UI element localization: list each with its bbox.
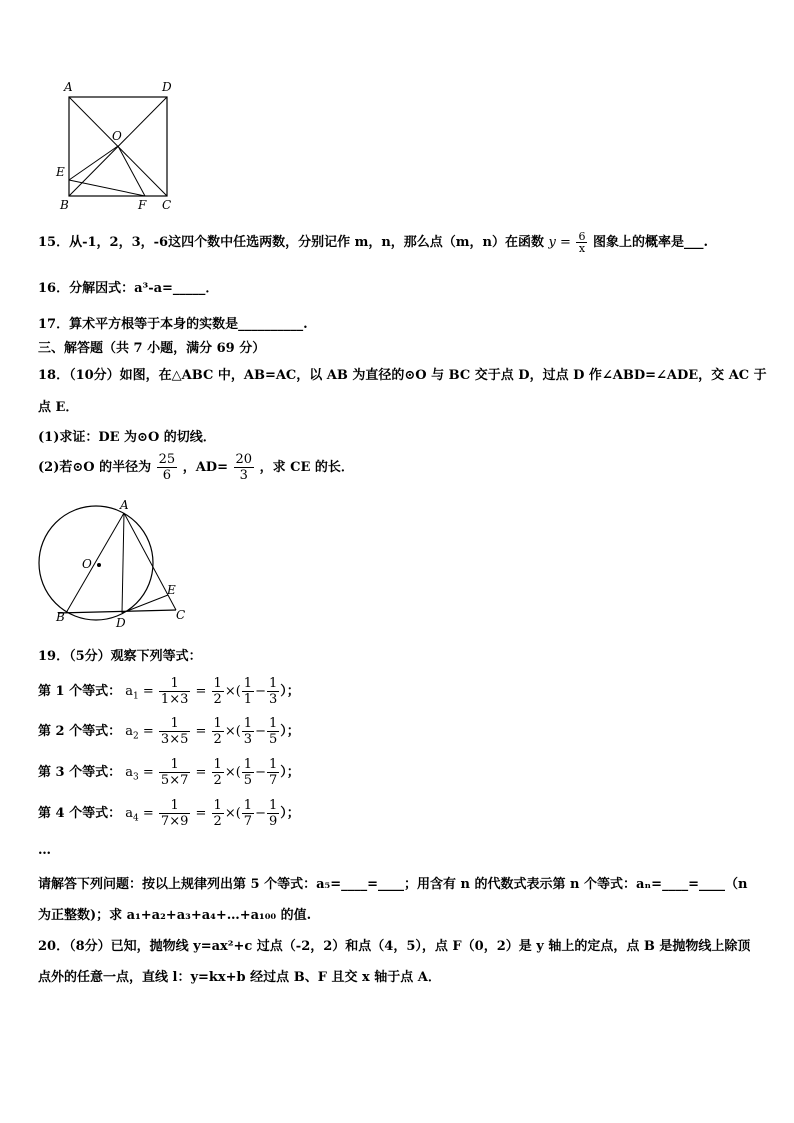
label-O: O (82, 557, 92, 571)
label-F: F (138, 198, 147, 212)
question-18-line2: 点 E． (38, 400, 79, 415)
label-C: C (176, 608, 186, 622)
question-18-part2: (2)若⊙O 的半径为 $\frac{25}{6}$ ，AD= $\frac{20}{3}$ ，求 CE 的长． (38, 452, 354, 483)
question-19-ask1: 请解答下列问题：按以上规律列出第 5 个等式：a₅=____=____；用含有 n 的代数式表示第 n 个等式：aₙ=____=____（n (38, 877, 748, 892)
circle-triangle-figure (36, 495, 196, 635)
equation-row: 第 2 个等式： $a_2$ = $\frac{1}{3\times 5}$ = $\frac{1}{2}$ ×( $\frac{1}{3}$ − $\frac{1}{5}$ ）； (38, 716, 300, 747)
question-20-line1: 20．（8分）已知，抛物线 y=ax²+c 过点（-2，2）和点（4，5），点 F（0，2）是 y 轴上的定点，点 B 是抛物线上除顶 (38, 939, 751, 954)
label-E: E (56, 165, 65, 179)
question-18-part1: (1)求证：DE 为⊙O 的切线． (38, 430, 216, 445)
question-19-ask2: 为正整数)；求 a₁+a₂+a₃+a₄+…+a₁₀₀ 的值. (38, 908, 312, 923)
label-E: E (167, 583, 176, 597)
label-D: D (162, 80, 172, 94)
square-figure (52, 78, 182, 218)
question-17: 17．算术平方根等于本身的实数是__________. (38, 317, 308, 332)
label-A: A (64, 80, 73, 94)
question-19-title: 19．（5分）观察下列等式： (38, 649, 202, 664)
equation-row: 第 3 个等式： $a_3$ = $\frac{1}{5\times 7}$ = $\frac{1}{2}$ ×( $\frac{1}{5}$ − $\frac{1}{7}$ ）； (38, 757, 300, 788)
equation-row: 第 4 个等式： $a_4$ = $\frac{1}{7\times 9}$ = $\frac{1}{2}$ ×( $\frac{1}{7}$ − $\frac{1}{9}$ ）； (38, 798, 300, 829)
equation-row: 第 1 个等式： $a_1$ = $\frac{1}{1\times 3}$ = $\frac{1}{2}$ ×( $\frac{1}{1}$ − $\frac{1}{3}$ ）； (38, 676, 300, 707)
label-A: A (120, 498, 129, 512)
label-B: B (60, 198, 69, 212)
question-20-line2: 点外的任意一点，直线 l：y=kx+b 经过点 B、F 且交 x 轴于点 A． (38, 970, 441, 985)
question-18-line1: 18．（10分）如图，在△ABC 中，AB=AC，以 AB 为直径的⊙O 与 BC 交于点 D，过点 D 作∠ABD=∠ADE，交 AC 于 (38, 368, 767, 383)
label-D: D (116, 616, 126, 630)
question-16: 16．分解因式：a³-a=_____． (38, 281, 219, 296)
label-B: B (56, 610, 65, 624)
question-15: 15．从-1，2，3，-6这四个数中任选两数，分别记作 m，n，那么点（m，n）在函数 y = $\frac{6}{x}$ 图象上的概率是___. (38, 230, 709, 255)
label-O: O (112, 129, 122, 143)
question-19-ellipsis: … (38, 843, 51, 858)
label-C: C (162, 198, 172, 212)
section-heading: 三、解答题（共 7 小题，满分 69 分） (38, 341, 266, 356)
